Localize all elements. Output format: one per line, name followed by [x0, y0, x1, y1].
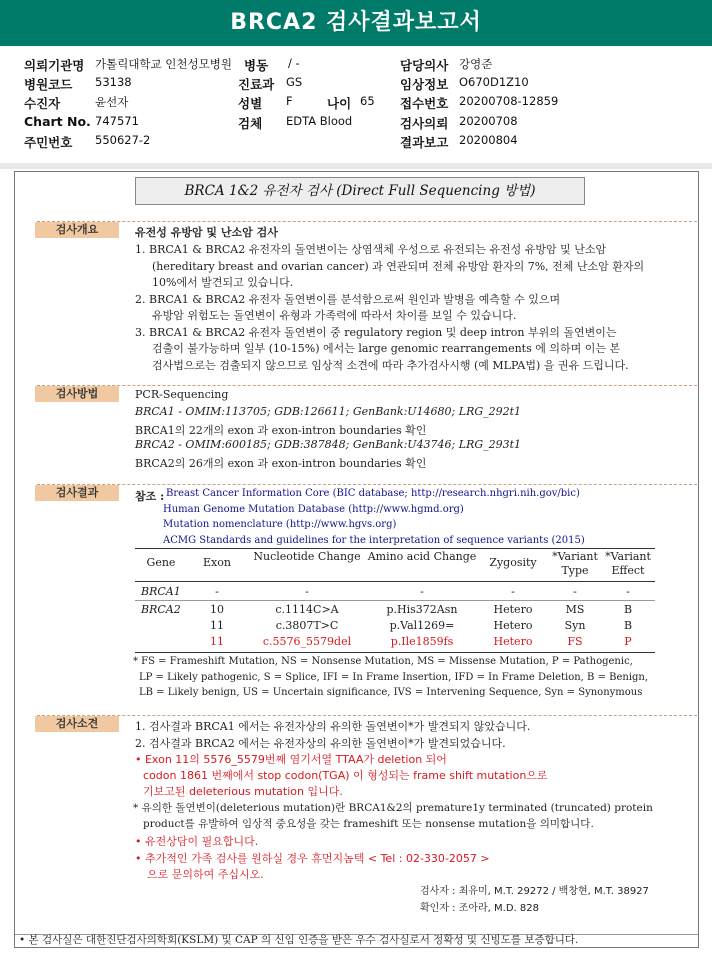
section-divider [37, 715, 697, 717]
header-row [0, 94, 712, 112]
cell-exon: - [215, 585, 219, 598]
header-label: 접수번호 [400, 96, 449, 111]
report-title: BRCA2 검사결과보고서 [0, 0, 712, 46]
header-value: EDTA Blood [286, 114, 353, 128]
section-divider [37, 221, 697, 223]
table-rule [135, 581, 655, 582]
col-header: *Variant Effect [605, 550, 651, 577]
finding-red-line: 기보고된 deleterious mutation 입니다. [143, 785, 343, 798]
header-value: 550627-2 [95, 133, 151, 147]
footer-note: • 본 검사실은 대한진단검사의학회(KSLM) 및 CAP 의 신임 인증을 받은 우수 검사실로서 정확성 및 신빙도를 보증합니다. [19, 934, 579, 946]
table-rule [135, 600, 655, 601]
finding-note-line: * 유의한 돌연변이(deleterious mutation)란 BRCA1&2의 premature1y terminated (truncated) protein [133, 802, 653, 814]
cell-type: FS [567, 635, 583, 648]
section-tag-findings: 검사소견 [35, 716, 119, 732]
header-value: 65 [360, 94, 375, 108]
scanned-report [14, 171, 699, 948]
header-label: 병원코드 [24, 77, 73, 92]
cell-effect: P [624, 635, 632, 648]
cell-exon: 11 [210, 619, 224, 632]
section-divider [37, 484, 697, 486]
doc-title: BRCA 1&2 유전자 검사 (Direct Full Sequencing 방법) [135, 177, 585, 205]
confirmer-line: 확인자 : 조아라, M.D. 828 [420, 903, 539, 914]
finding-red-line: • Exon 11의 5576_5579번째 염기서열 TTAA가 deletion 되어 [135, 753, 447, 766]
header-label: 담당의사 [400, 58, 449, 73]
cell-effect: - [626, 585, 630, 598]
inspector-line: 검사자 : 최유미, M.T. 29272 / 백창현, M.T. 38927 [420, 886, 649, 897]
overview-heading: 유전성 유방암 및 난소암 검사 [135, 226, 278, 239]
header-label: 검사의뢰 [400, 116, 449, 131]
cell-exon: 10 [210, 603, 224, 616]
cell-aa: p.Ile1859fs [390, 635, 454, 648]
header-value: 20200708 [459, 114, 518, 128]
header-row [0, 56, 712, 74]
finding-red-line: • 유전상담이 필요합니다. [135, 835, 259, 848]
header-label: 진료과 [238, 77, 275, 92]
header-label: 의뢰기관명 [24, 58, 85, 73]
header-label: 나이 [327, 96, 352, 111]
patient-header [0, 56, 712, 156]
section-tag-result: 검사결과 [35, 485, 119, 501]
overview-line: (hereditary breast and ovarian cancer) 과 연관되며 전체 유방암 환자의 7%, 전체 난소암 환자의 [152, 260, 645, 273]
ref-item: ACMG Standards and guidelines for the interpretation of sequence variants (2015) [163, 535, 585, 546]
method-line: BRCA1의 22개의 exon 과 exon-intron boundaries 확인 [135, 424, 427, 437]
cell-aa: - [420, 585, 424, 598]
ref-item: Human Genome Mutation Database (http://www.hgmd.org) [163, 504, 464, 515]
finding-red-line: • 추가적인 가족 검사를 원하실 경우 휴먼지놈텍 < Tel : 02-330-2057 > [135, 852, 490, 865]
cell-zyg: Hetero [493, 619, 533, 632]
cell-aa: p.His372Asn [386, 603, 458, 616]
abbrev-note: LP = Likely pathogenic, S = Splice, IFI = In Frame Insertion, IFD = In Frame Deletion, B = Benign, [139, 672, 649, 683]
header-value: F [286, 94, 293, 108]
table-rule [135, 548, 655, 549]
col-header: *Variant Type [552, 550, 598, 577]
header-label: 병동 [244, 58, 269, 73]
section-tag-overview: 검사개요 [35, 222, 119, 238]
cell-type: MS [565, 603, 585, 616]
header-value: 가톨릭대학교 인천성모병원 [95, 57, 232, 71]
abbrev-note: * FS = Frameshift Mutation, NS = Nonsense Mutation, MS = Missense Mutation, P = Pathogenic, [133, 656, 633, 667]
header-value: O670D1Z10 [459, 75, 529, 89]
header-separator [0, 163, 712, 169]
overview-line: 2. BRCA1 & BRCA2 유전자 돌연변이를 분석함으로써 원인과 발병을 예측할 수 있으며 [135, 293, 561, 306]
method-line: BRCA1 - OMIM:113705; GDB:126611; GenBank:U14680; LRG_292t1 [135, 405, 522, 418]
header-value: GS [286, 75, 303, 89]
finding-red-line: codon 1861 번째에서 stop codon(TGA) 이 형성되는 frame shift mutation으로 [143, 769, 548, 782]
col-header: Amino acid Change [367, 550, 477, 563]
header-row [0, 75, 712, 93]
cell-zyg: Hetero [493, 603, 533, 616]
ref-item: Mutation nomenclature (http://www.hgvs.org) [163, 519, 397, 530]
header-value: 윤선자 [95, 95, 129, 109]
cell-aa: p.Val1269= [389, 619, 455, 632]
header-label: 성별 [238, 96, 263, 111]
header-label: 결과보고 [400, 135, 449, 150]
cell-zyg: Hetero [493, 635, 533, 648]
cell-exon: 11 [210, 635, 224, 648]
cell-nuc: c.5576_5579del [262, 635, 352, 648]
header-value: 20200804 [459, 133, 518, 147]
abbrev-note: LB = Likely benign, US = Uncertain significance, IVS = Intervening Sequence, Syn = Synonymous [139, 687, 643, 698]
header-label: 임상정보 [400, 77, 449, 92]
finding-line: 2. 검사결과 BRCA2 에서는 유전자상의 유의한 돌연변이*가 발견되었습니다. [135, 737, 506, 750]
header-value: 747571 [95, 114, 139, 128]
section-divider [37, 385, 697, 387]
col-header: Zygosity [489, 556, 537, 569]
cell-nuc: c.3807T>C [275, 619, 339, 632]
cell-gene: BRCA2 [141, 603, 181, 616]
overview-line: 유방암 위험도는 돌연변이 유형과 가족력에 따라서 차이를 보일 수 있습니다. [152, 309, 517, 322]
section-tag-method: 검사방법 [35, 386, 119, 402]
finding-note-line: product를 유발하여 임상적 중요성을 갖는 frameshift 또는 nonsense mutation을 의미합니다. [143, 818, 594, 830]
cell-zyg: - [511, 585, 515, 598]
header-label: Chart No. [24, 114, 91, 129]
overview-line: 검사법으로는 검출되지 않으므로 임상적 소견에 따라 추가검사시행 (예 MLPA법) 을 권유 드립니다. [152, 359, 629, 372]
cell-effect: B [623, 619, 633, 632]
header-value: 53138 [95, 75, 132, 89]
col-header: Gene [146, 556, 176, 569]
header-row [0, 133, 712, 151]
cell-effect: B [623, 603, 633, 616]
cell-nuc: c.1114C>A [275, 603, 339, 616]
header-label: 검체 [238, 116, 263, 131]
variant-table [135, 548, 655, 648]
cell-gene: BRCA1 [141, 585, 181, 598]
col-header: Exon [203, 556, 231, 569]
header-value: / - [288, 56, 300, 70]
col-header: Nucleotide Change [253, 550, 361, 563]
method-line: BRCA2 - OMIM:600185; GDB:387848; GenBank:U43746; LRG_293t1 [135, 438, 522, 451]
cell-type: Syn [564, 619, 586, 632]
overview-line: 3. BRCA1 & BRCA2 유전자 돌연변이 중 regulatory region 및 deep intron 부위의 돌연변이는 [135, 326, 617, 339]
header-label: 주민번호 [24, 135, 73, 150]
ref-label: 참조 : [135, 490, 165, 503]
cell-nuc: - [305, 585, 309, 598]
cell-type: - [573, 585, 577, 598]
table-rule [135, 652, 655, 653]
overview-line: 1. BRCA1 & BRCA2 유전자의 돌연변이는 상염색체 우성으로 유전되는 유전성 유방암 및 난소암 [135, 243, 607, 256]
method-line: PCR-Sequencing [135, 388, 229, 401]
finding-line: 1. 검사결과 BRCA1 에서는 유전자상의 유의한 돌연변이*가 발견되지 않았습니다. [135, 720, 531, 733]
ref-item: Breast Cancer Information Core (BIC database; http://research.nhgri.nih.gov/bic) [166, 488, 580, 499]
overview-line: 검출이 불가능하며 일부 (10-15%) 에서는 large genomic rearrangements 에 의하며 이는 본 [152, 342, 621, 355]
header-value: 20200708-12859 [459, 94, 559, 108]
method-line: BRCA2의 26개의 exon 과 exon-intron boundaries 확인 [135, 457, 427, 470]
finding-red-line: 으로 문의하여 주십시오. [147, 868, 264, 881]
header-label: 수진자 [24, 96, 61, 111]
overview-line: 10%에서 발견되고 있습니다. [152, 276, 294, 289]
header-row [0, 114, 712, 132]
header-value: 강영준 [459, 57, 493, 71]
